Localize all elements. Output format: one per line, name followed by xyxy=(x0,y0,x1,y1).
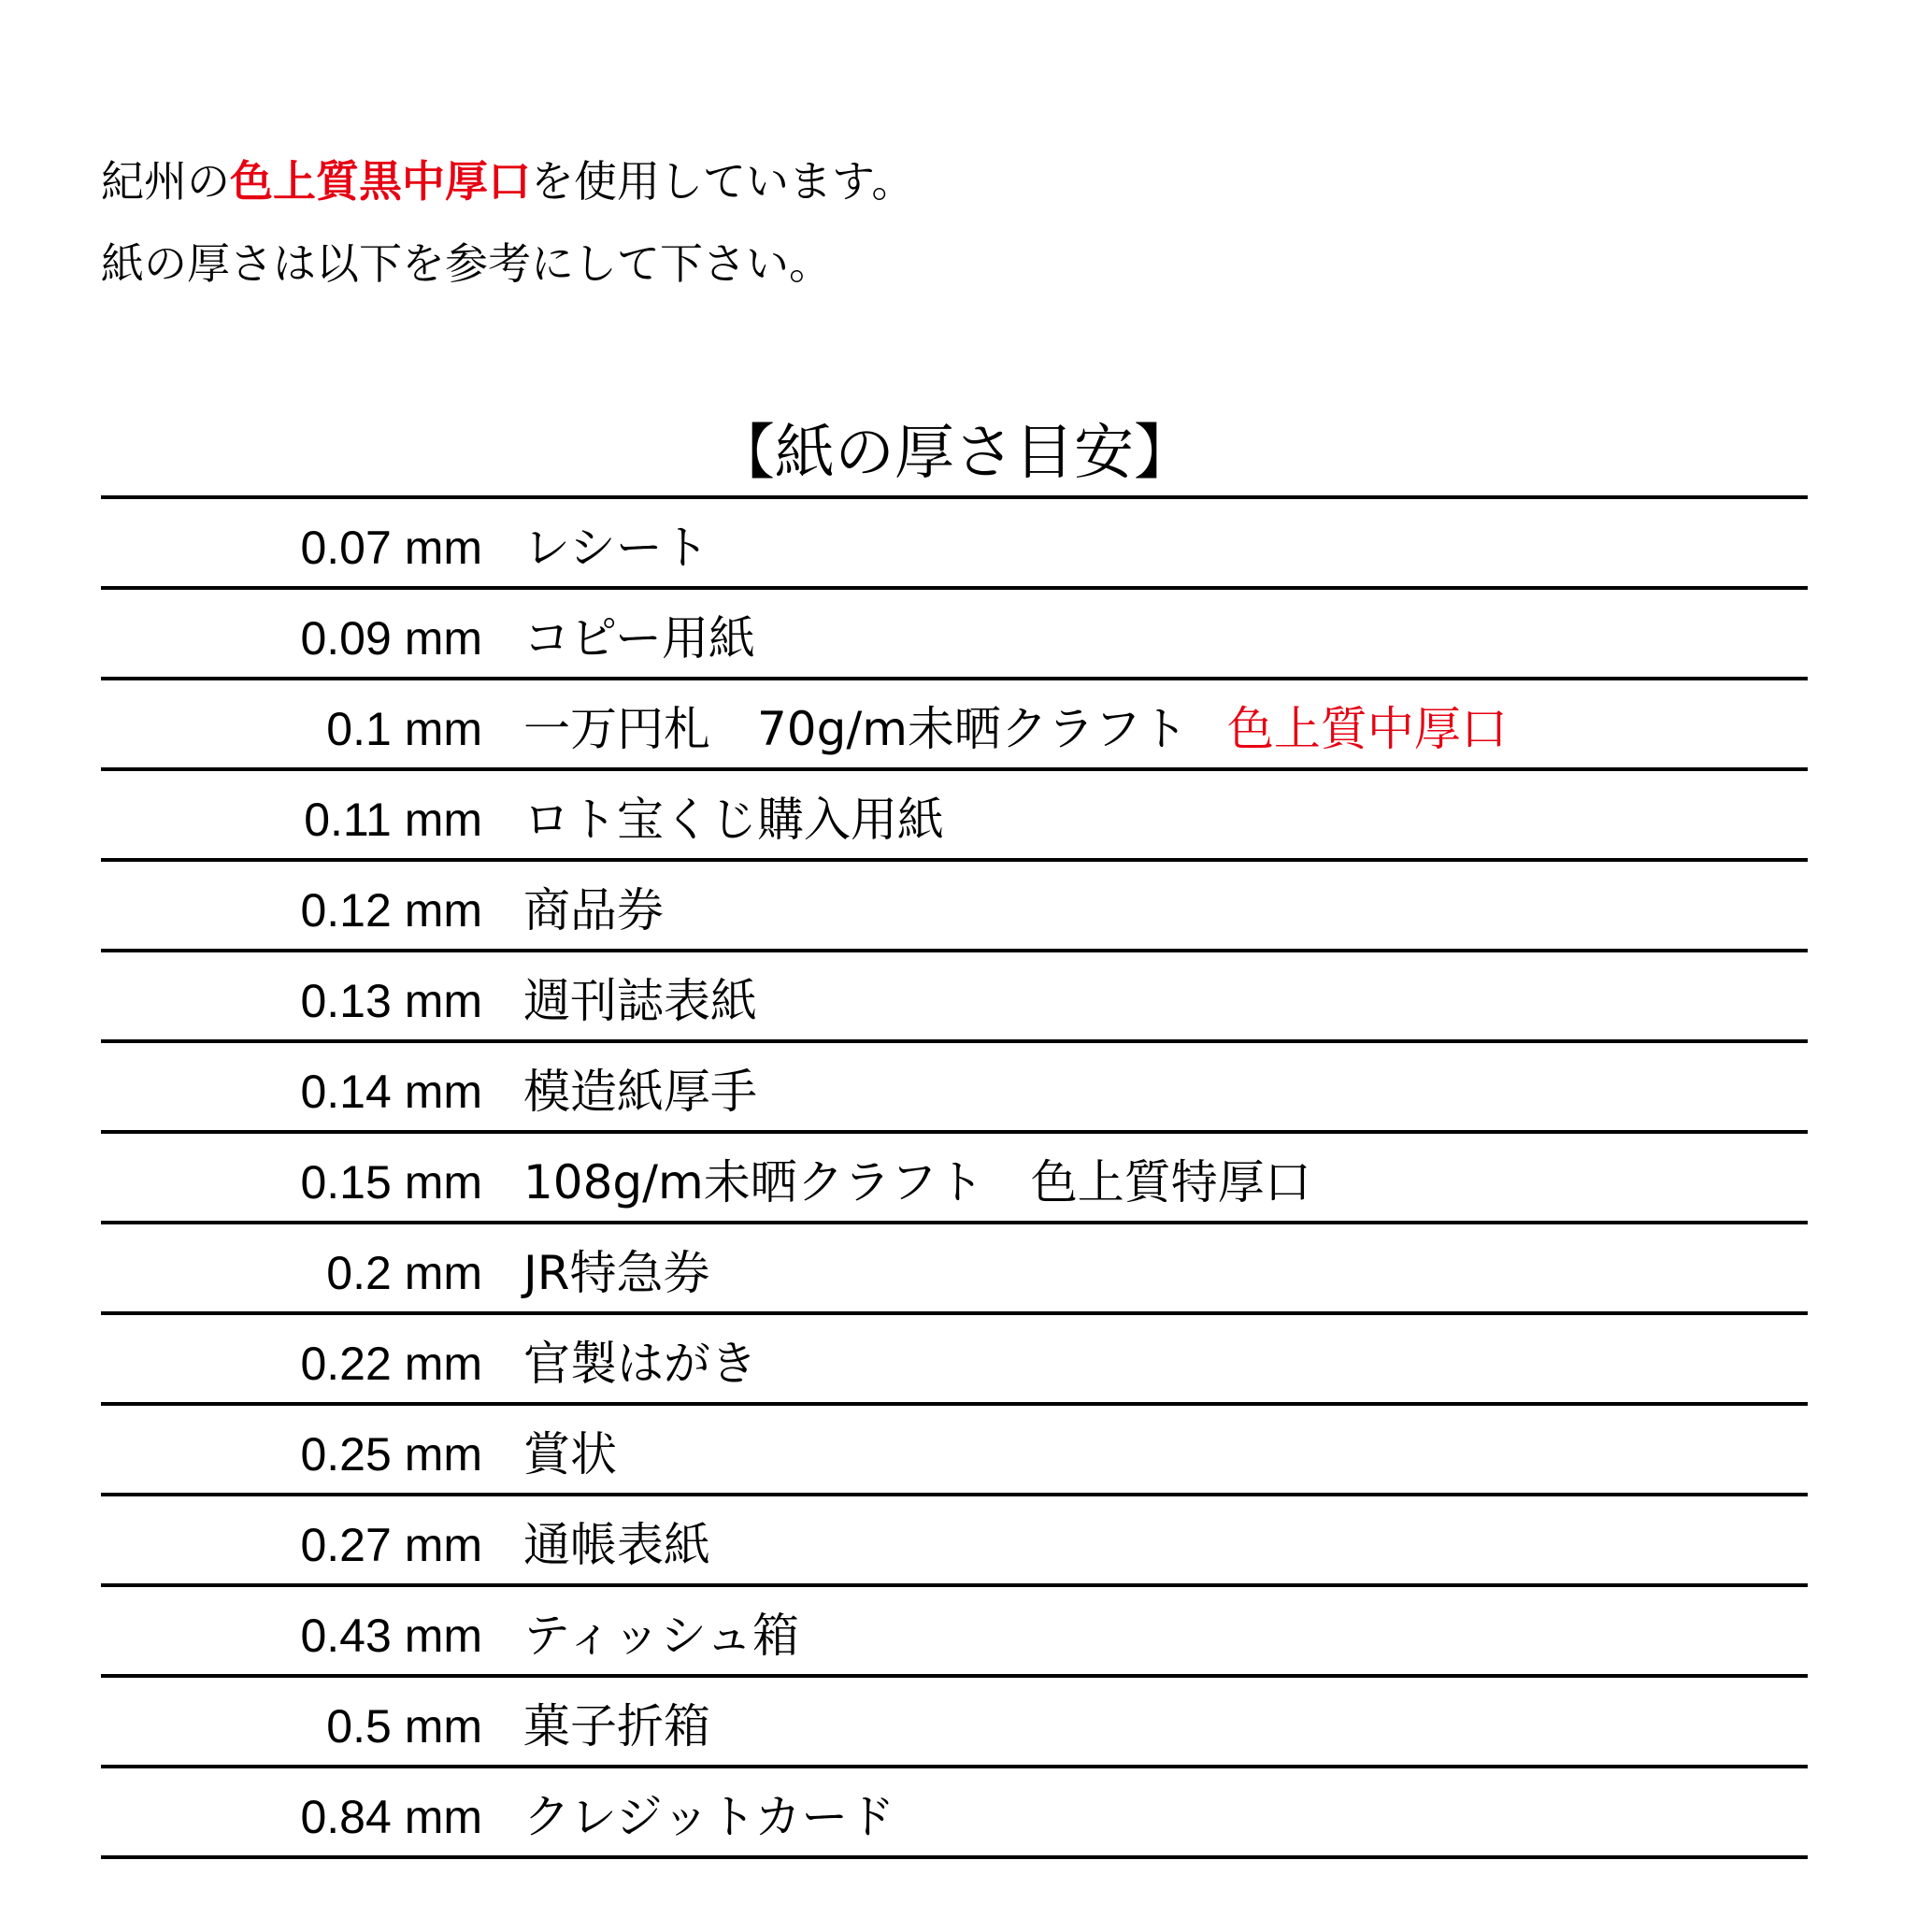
description-cell xyxy=(523,1224,710,1311)
description-cell xyxy=(523,1134,1311,1221)
table-row xyxy=(101,862,1808,952)
description-text: 菓子折箱 xyxy=(523,1699,710,1753)
description-cell xyxy=(523,1768,894,1855)
description-cell xyxy=(523,771,944,858)
description-cell xyxy=(523,499,709,586)
intro-highlight-paper-name: 色上質黒中厚口 xyxy=(230,156,531,207)
thickness-cell: 0.84 mm xyxy=(300,1791,482,1843)
description-text: 賞状 xyxy=(523,1427,617,1481)
intro-line-1-after: を使用しています。 xyxy=(531,156,915,207)
thickness-cell: 0.11 mm xyxy=(304,794,482,846)
thickness-cell: 0.14 mm xyxy=(300,1066,482,1118)
table-row xyxy=(101,1678,1808,1768)
table-row xyxy=(101,1406,1808,1496)
description-cell xyxy=(523,862,664,949)
description-text: 108g/m未晒クラフト 色上質特厚口 xyxy=(523,1155,1311,1209)
description-text: 商品券 xyxy=(523,883,664,937)
thickness-cell: 0.22 mm xyxy=(300,1338,482,1390)
table-row xyxy=(101,1496,1808,1587)
table-title: 【紙の厚さ目安】 xyxy=(715,419,1194,488)
description-cell xyxy=(523,1587,799,1674)
description-text: クレジットカード xyxy=(523,1790,895,1844)
thickness-cell: 0.2 mm xyxy=(326,1247,482,1299)
table-row xyxy=(101,680,1808,771)
description-cell xyxy=(523,1678,710,1765)
thickness-cell: 0.12 mm xyxy=(300,884,482,937)
table-row xyxy=(101,952,1808,1043)
description-text: 通帳表紙 xyxy=(523,1518,710,1572)
description-cell xyxy=(523,1406,617,1493)
highlight-paper-name: 色上質中厚口 xyxy=(1226,702,1508,756)
thickness-cell: 0.1 mm xyxy=(326,703,482,755)
intro-line-2: 紙の厚さは以下を参考にして下さい。 xyxy=(101,238,832,289)
description-cell xyxy=(523,1315,757,1402)
intro-line-1-before: 紀州の xyxy=(101,156,230,207)
description-text: ロト宝くじ購入用紙 xyxy=(523,793,944,847)
table-row xyxy=(101,1768,1808,1859)
description-text: JR特急券 xyxy=(523,1246,710,1300)
table-row xyxy=(101,1587,1808,1678)
thickness-table xyxy=(101,495,1808,1859)
description-text: 官製はがき xyxy=(523,1337,757,1391)
description-cell xyxy=(523,680,1508,767)
intro-line-1 xyxy=(101,140,914,222)
thickness-cell: 0.25 mm xyxy=(300,1428,482,1481)
description-text: 週刊誌表紙 xyxy=(523,974,757,1028)
thickness-cell: 0.09 mm xyxy=(300,612,482,665)
description-text: レシート xyxy=(523,521,709,575)
thickness-cell: 0.43 mm xyxy=(300,1610,482,1662)
description-cell xyxy=(523,1043,757,1130)
table-row xyxy=(101,771,1808,862)
thickness-cell: 0.07 mm xyxy=(300,522,482,574)
table-row xyxy=(101,1315,1808,1406)
description-text: 模造紙厚手 xyxy=(523,1065,757,1119)
description-text: ティッシュ箱 xyxy=(523,1609,799,1663)
thickness-cell: 0.15 mm xyxy=(300,1156,482,1209)
table-row xyxy=(101,1043,1808,1134)
thickness-cell: 0.5 mm xyxy=(326,1700,482,1753)
description-cell xyxy=(523,952,757,1039)
description-text: コピー用紙 xyxy=(523,611,755,665)
intro-text xyxy=(101,140,914,305)
description-cell xyxy=(523,590,755,677)
thickness-cell: 0.13 mm xyxy=(300,975,482,1027)
thickness-cell: 0.27 mm xyxy=(300,1519,482,1571)
table-row xyxy=(101,499,1808,590)
description-text: 一万円札 70g/m未晒クラフト xyxy=(523,702,1188,756)
table-row xyxy=(101,1134,1808,1224)
table-row xyxy=(101,590,1808,680)
description-cell xyxy=(523,1496,710,1583)
table-row xyxy=(101,1224,1808,1315)
